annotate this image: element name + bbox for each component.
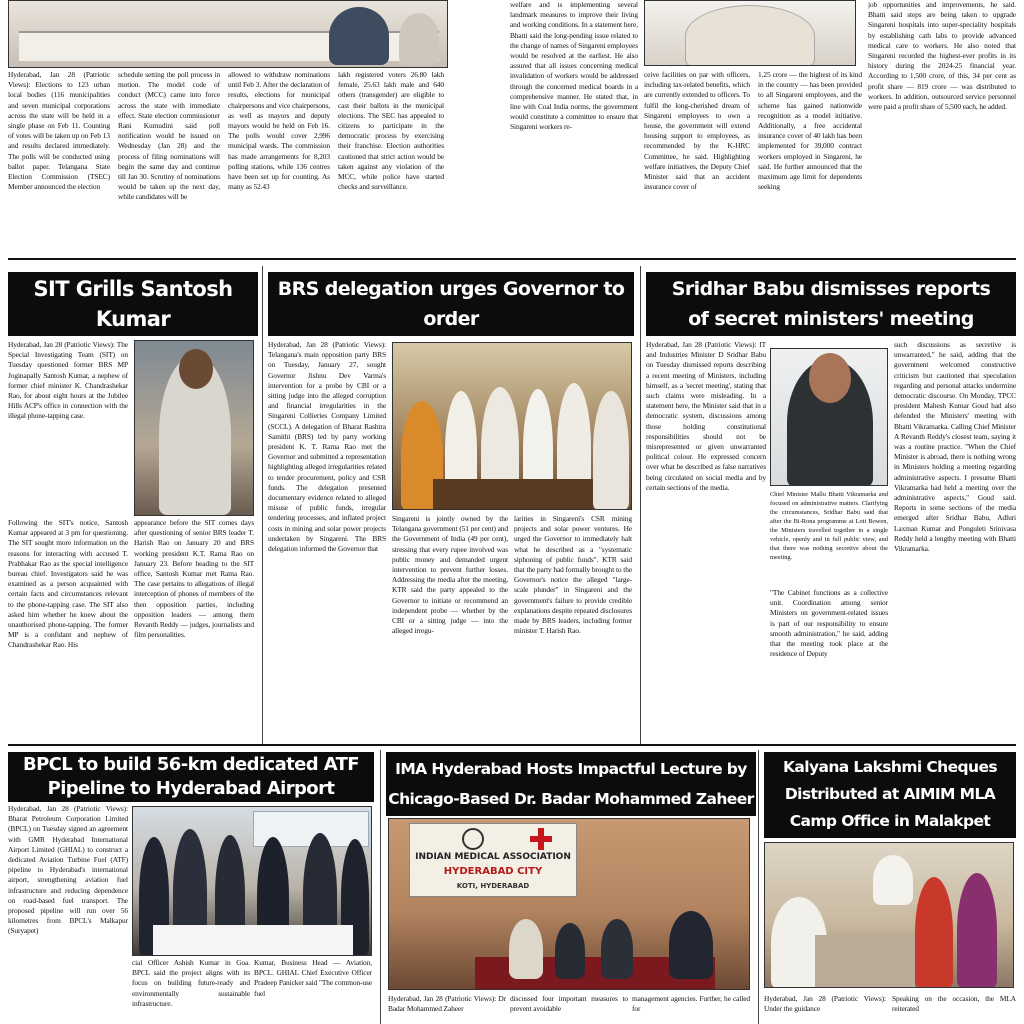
- story5-photo-person: [601, 919, 633, 979]
- story3-body-mid: "The Cabinet functions as a collective unit. Coordination among senior Ministers on government-related issues is part of our responsibility to ensure smooth administration," he said, adding that the meeting took place at the residence of Deputy: [770, 588, 888, 659]
- story4-photo: [132, 806, 372, 956]
- story5-photo-person: [555, 923, 585, 979]
- story6-headline-line2: Distributed at AIMIM MLA: [784, 785, 996, 803]
- meeting-person: [399, 13, 439, 65]
- story4-intro: Hyderabad, Jan 28 (Patriotic Views): Bharat Petroleum Corporation Limited (BPCL) on Tuesday signed an agreement with GMR Hyderabad International Airport Limited (GHIAL) to construct a dedicated Aviation Turbine Fuel (ATF) pipeline to Hyderabad's international airport, strengthening aviation fuel infrastructure and reducing dependence on road-based fuel transport. The proposed pipeline will run over 56 kilometres from BPCL's Malkapur (Suryapet): [8, 804, 128, 936]
- story2-headline-line2: [268, 334, 634, 336]
- story2-col-a: Hyderabad, Jan 28 (Patriotic Views): Telangana's main opposition party BRS on Tuesday, January 27, sought Governor Jishnu Dev Varma's intervention for a probe by CBI or a sitting judge into the alleged corruption and financial irregularities in the Singareni Collieries Company Limited (SCCL). A delegation of Bharat Rashtra Samithi (BRS) led by party working president K. T. Rama Rao met the Governor and submitted a representation highlighting alleged irregularities related to tender procurement, policy and CSR funds. The delegation presented documentary evidence related to alleged misuse of public funds, irregular tendering processes, and inflated project costs in mining and solar power projects undertaken by Singareni. The BRS delegation informed the Governor that: [268, 340, 386, 554]
- story3-caption: Chief Minister Mallu Bhatti Vikramarka and focused on administrative matters. Clarifying the circumstances, Sridhar Babu said that after the Bi-Rona programme at Loti Bowen, the Ministers travelled together in a single vehicle, openly and in full public view, and that there was nothing secretive about the meeting.: [770, 491, 888, 561]
- story4-headline-line1: BPCL to build 56-km dedicated ATF: [22, 754, 360, 775]
- story4-headline: [8, 752, 374, 802]
- section-divider: [8, 258, 1016, 260]
- column-divider: [380, 750, 381, 1024]
- story6-photo-desk: [815, 935, 915, 988]
- story2-headline-line1: BRS delegation urges Governor to order: [277, 278, 625, 330]
- story1-headline: [8, 272, 258, 336]
- ima-banner: [409, 823, 577, 897]
- ima-logo-icon: [462, 828, 484, 850]
- top-col-7: 1.25 crore — the highest of its kind in the country — has been provided to all Singareni employees, and the scheme has gained nationwide recognition as a model initiative. Additionally, a free accidental insurance cover of 40 lakh has been implemented for 39,000 contract workers employed in Singareni, he said. He further announced that the maximum age limit for dependents seeking: [758, 70, 862, 192]
- story5-photo-person: [669, 911, 713, 979]
- story3-body-right: such discussions as secretive is unwarranted," he said, adding that the government welcomed constructive criticism but cautioned that speculation regarding and personal attacks undermine democratic discourse. On Monday, TPCC president Mahesh Kumar Goud had also defended the Ministers' meeting with Bhatti Vikramarka. Calling Chief Minister A Revanth Reddy's closest team, saying it was a routine practice. "When the Chief Minister is abroad, there is nothing wrong in Ministers holding a meeting regarding administrative aspects. I presume Bhatti Vikramarka had held a meeting over the administrative aspects," Goud said. Reports in some sections of the media emerged after Sridhar Babu, Adluri Laxman Kumar and Ponguleti Srinivasa Reddy held a lengthy meeting with Bhatti Vikramarka.: [894, 340, 1016, 554]
- top-col-5: welfare and is implementing several landmark measures to improve their living and working conditions. In a statement here, Bhatti said the long-pending issue related to the change of names of Singareni employees would be resolved at the earliest. He also assured that all issues concerning medical invalidation of workers would be addressed through the concerned medical boards in a comprehensive manner. He stated that, in line with Coal India norms, the government would constitute a committee to ensure that Singareni workers re-: [510, 0, 638, 132]
- story1-headline-line2: [8, 334, 258, 336]
- top-col-2: schedule setting the poll process in motion. The model code of conduct (MCC) came into force across the state with immediate effect. State election commissioner Rani Kumudini said poll notification would be issued on Wednesday (Jan 28) and the process of filing nominations will begin the same day and continue till Jan 30. Scrutiny of nominations would be taken up the next day, while candidates will be: [118, 70, 220, 202]
- story5-col-b: discussed four important measures to prevent avoidable: [510, 994, 628, 1014]
- story6-col-b: Speaking on the occasion, the MLA reiterated: [892, 994, 1016, 1014]
- ima-banner-area: KOTI, HYDERABAD: [456, 882, 530, 890]
- story6-headline-line1: Kalyana Lakshmi Cheques: [783, 758, 997, 776]
- meeting-person: [329, 7, 389, 65]
- story6-photo-person: [873, 855, 913, 905]
- story3-photo: [770, 348, 888, 486]
- story2-headline: [268, 272, 634, 336]
- top-col-3: allowed to withdraw nominations until Feb 3. After the declaration of results, elections for municipal chairpersons and vice chairpersons, as well as mayors and deputy mayors would be held on Feb 16. The polls would cover 2,996 municipal wards. The commission has made arrangements for 8,203 polling stations, while 136 centres have been set up for counting. As many as 52.43: [228, 70, 330, 192]
- story1-headline-line1: SIT Grills Santosh Kumar: [33, 277, 233, 331]
- column-divider: [640, 266, 641, 744]
- story2-photo-person: [593, 391, 629, 510]
- story3-headline-line1: Sridhar Babu dismisses reports: [671, 278, 991, 300]
- portrait-person: [685, 5, 815, 66]
- story5-headline: [386, 752, 756, 816]
- story4-photo-table: [153, 925, 353, 956]
- top-photo-portrait: [644, 0, 856, 66]
- story6-photo-person: [915, 877, 953, 988]
- story6-photo: [764, 842, 1014, 988]
- story1-body-right: appearance before the SIT comes days after questioning of senior BRS leader T. Harish Rao on January 20 and BRS working president K.T. Rama Rao on January 23. Before heading to the SIT office, Santosh Kumar met Rama Rao. The case pertains to allegations of illegal interception of phones of members of the then opposition parties, including opposition leaders — among them Revanth Reddy — judges, journalists and film personalities.: [134, 518, 254, 640]
- story6-col-a: Hyderabad, Jan 28 (Patriotic Views): Under the guidance: [764, 994, 886, 1014]
- story1-photo-face: [179, 349, 213, 389]
- ima-banner-title: INDIAN MEDICAL ASSOCIATION: [415, 852, 571, 862]
- story5-col-c: management agencies. Further, he called for: [632, 994, 750, 1014]
- story5-photo-person: [509, 919, 543, 979]
- story4-col-c: Kumar, Business Head — Aviation, BPCL. GHIAL Chief Executive Officer Pradeep Panicker said "The common-use fuel: [254, 958, 372, 998]
- story3-headline: [646, 272, 1016, 336]
- story5-headline-line2: Chicago-Based Dr. Badar Mohammed Zaheer: [388, 790, 754, 808]
- top-photo-meeting: [8, 0, 448, 68]
- story2-photo: [392, 342, 632, 510]
- column-divider: [262, 266, 263, 744]
- ima-banner-city: HYDERABAD CITY: [443, 866, 543, 877]
- story1-body-left: Following the SIT's notice, Santosh Kumar appeared at 3 pm for questioning. The SIT sought more information on the reasons for interacting with accused T. Prabhakar Rao as the special intelligence bureau chief. Investigators said he was examined as a person acquainted with certain facts and circumstances relevant to the phone-tapping case. The SIT also asked him whether he knew about the unauthorised phone-tapping. The former MP is a confidant and nephew of Chandrashekar Rao. His: [8, 518, 128, 650]
- story4-col-b: cial Officer Ashish Kumar in Goa. BPCL said the project aligns with its focus on building future-ready and environmentally sustainable infrastructure.: [132, 958, 250, 1008]
- section-divider: [8, 744, 1016, 746]
- story5-col-a: Hyderabad, Jan 28 (Patriotic Views): Dr Badar Mohammed Zaheer: [388, 994, 506, 1014]
- top-col-4: lakh registered voters 26.80 lakh female, 25.63 lakh male and 640 others (transgender) are eligible to cast their ballots in the municipal elections. The SEC has appealed to citizens to participate in the democratic process by exercising their franchise. Election authorities cautioned that strict action would be taken against any violation of the MCC, while police have started checks and surveillance.: [338, 70, 444, 192]
- story5-photo: [388, 818, 750, 990]
- top-col-8: job opportunities and improvements, he said. Bhatti said steps are being taken to upgrade Singareni hospitals into super-speciality hospitals by establishing cath labs to provide advanced medical care to workers. He also noted that Singareni recorded the highest-ever profits in its history during the 2024-25 financial year. According to 1,500 crore, of this, 34 per cent as profit share — 819 crore — was distributed to workers. In addition, outsourced service personnel were paid a profit share of 5,500 each, he added.: [868, 0, 1016, 112]
- story6-photo-person: [957, 873, 997, 988]
- story1-intro: Hyderabad, Jan 28 (Patriotic Views): The Special Investigating Team (SIT) on Tuesday questioned former BRS MP Joginapally Santosh Kumar, a nephew of former chief minister K. Chandrashekar Rao, for about eight hours at the Jubilee Hills ACP's office in connection with the illegal phone-tapping case.: [8, 340, 128, 421]
- story3-headline-line2: of secret ministers' meeting: [688, 308, 974, 330]
- story1-photo: [134, 340, 254, 516]
- story4-headline-line2: Pipeline to Hyderabad Airport: [47, 778, 335, 799]
- story2-col-b: Singareni is jointly owned by the Telangana government (51 per cent) and the Government of India (49 per cent), stressing that every rupee involved was public money and demanded urgent intervention to prevent further losses. Addressing the media after the meeting, KTR said the party appealed to the Governor to initiate or recommend an independent probe — whether by the CBI or a sitting judge — into the alleged irregu-: [392, 514, 508, 636]
- story6-headline: [764, 752, 1016, 838]
- story2-col-c: larities in Singareni's CSR mining projects and solar power ventures. He urged the Governor to immediately halt what he described as a "systematic siphoning of public funds". KTR said that the party had formally brought to the Governor's notice the alleged "large-scale plunder" in Singareni and the government's failure to provide credible explanations despite repeated disclosures made by BRS leaders, including former minister T. Harish Rao.: [514, 514, 632, 636]
- top-col-6b: ceive facilities on par with officers, including tax-related benefits, which are currently extended to officers. To fulfil the long-cherished dream of Singareni employees to own a house, the government will extend housing support to employees, as recommended by the K-HRC Committee, he said. Highlighting welfare initiatives, the Deputy Chief Minister said that an accident insurance cover of: [644, 70, 750, 192]
- column-divider: [758, 750, 759, 1024]
- story3-photo-face: [809, 353, 851, 403]
- ima-cross-icon: [530, 828, 552, 850]
- story5-headline-line1: IMA Hyderabad Hosts Impactful Lecture by: [395, 760, 747, 778]
- story6-headline-line3: Camp Office in Malakpet: [789, 812, 991, 830]
- story2-photo-table: [433, 479, 593, 510]
- story3-intro: Hyderabad, Jan 28 (Patriotic Views): IT and Industries Minister D Sridhar Babu on Tuesday dismissed reports describing a recent meeting of Ministers, including himself, as a 'secret meeting', stating that such claims were misleading. In a statement here, the Minister said that in a democratic system, discussions among those holding constitutional responsibilities should not be misrepresented or given unwarranted political colour. He expressed concern over what he described as false narratives being circulated on social media and by certain sections of the media.: [646, 340, 766, 492]
- top-col-1: Hyderabad, Jan 28 (Patriotic Views): Elections to 123 urban local bodies (116 municipalities and seven municipal corporations across the state will be held in a single phase on Feb 11. Counting of votes will be taken up on Feb 13 and results declared immediately. The polls will be conducted using ballot paper. Telangana State Election Commission (TSEC) Member announced the election: [8, 70, 110, 192]
